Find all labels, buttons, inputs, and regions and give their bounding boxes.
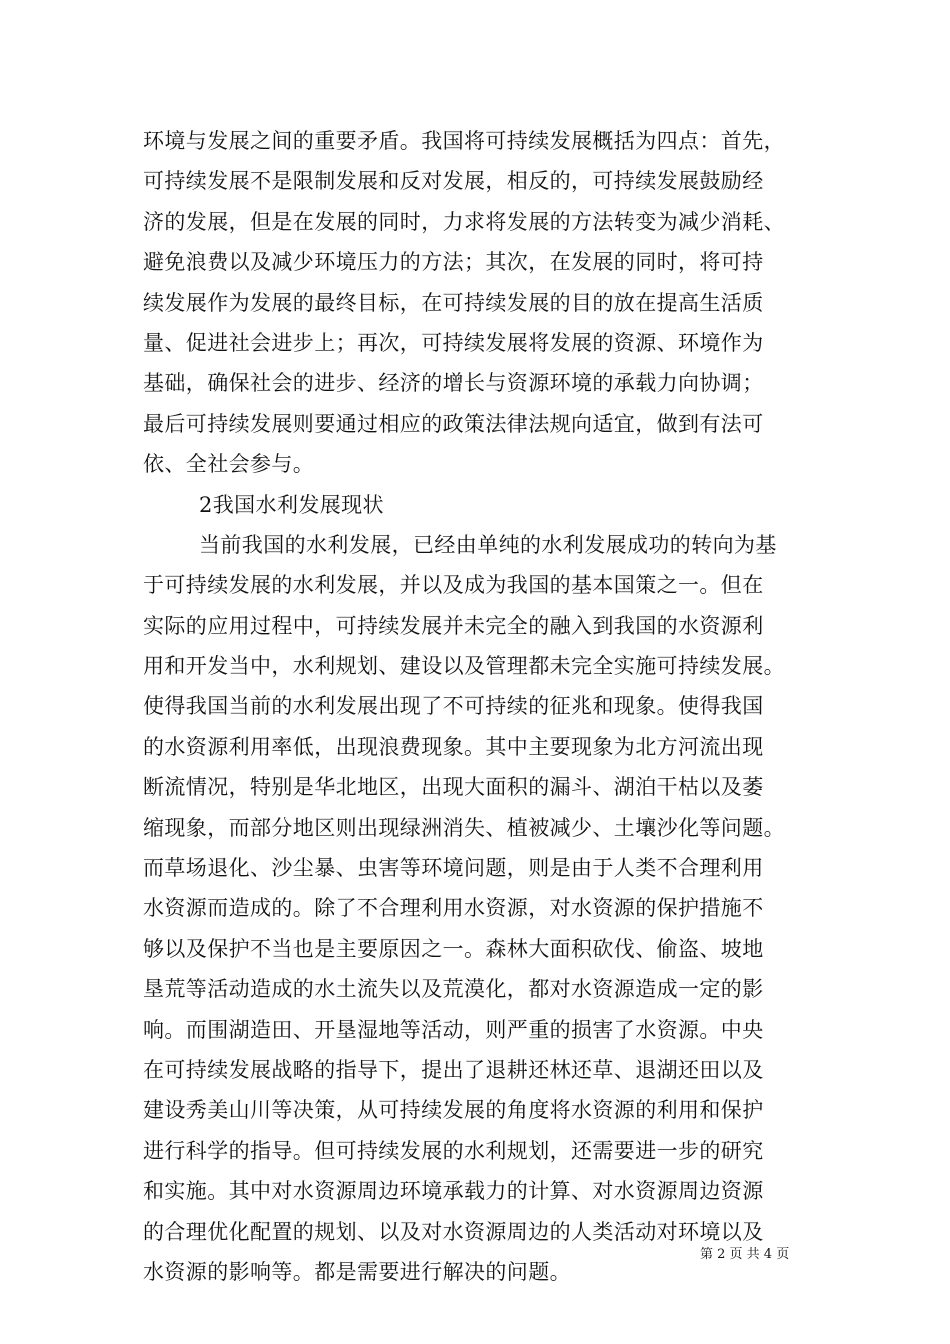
section-heading: 2我国水利发展现状	[199, 492, 384, 517]
paragraph-line: 和实施。其中对水资源周边环境承载力的计算、对水资源周边资源	[143, 1179, 764, 1204]
paragraph-line: 基础，确保社会的进步、经济的增长与资源环境的承载力向协调；	[143, 371, 764, 396]
paragraph-line: 最后可持续发展则要通过相应的政策法律法规向适宜，做到有法可	[143, 411, 764, 436]
paragraph-line: 用和开发当中，水利规划、建设以及管理都未完全实施可持续发展。	[143, 654, 785, 679]
paragraph-line: 济的发展，但是在发展的同时，力求将发展的方法转变为减少消耗、	[143, 209, 785, 234]
paragraph-line: 建设秀美山川等决策，从可持续发展的角度将水资源的利用和保护	[143, 1098, 764, 1123]
paragraph-line: 环境与发展之间的重要矛盾。我国将可持续发展概括为四点：首先，	[143, 129, 785, 153]
paragraph-line: 够以及保护不当也是主要原因之一。森林大面积砍伐、偷盗、坡地	[143, 936, 764, 961]
paragraph-2	[143, 525, 823, 1292]
paragraph-line: 进行科学的指导。但可持续发展的水利规划，还需要进一步的研究	[143, 1138, 764, 1163]
paragraph-line: 垦荒等活动造成的水土流失以及荒漠化，都对水资源造成一定的影	[143, 977, 764, 1002]
page-number-footer: 第 2 页 共 4 页	[700, 1247, 790, 1262]
paragraph-1	[143, 121, 823, 485]
paragraph-line: 的合理优化配置的规划、以及对水资源周边的人类活动对环境以及	[143, 1219, 764, 1244]
paragraph-line: 使得我国当前的水利发展出现了不可持续的征兆和现象。使得我国	[143, 694, 764, 719]
paragraph-line: 量、促进社会进步上；再次，可持续发展将发展的资源、环境作为	[143, 330, 764, 355]
paragraph-line: 水资源而造成的。除了不合理利用水资源，对水资源的保护措施不	[143, 896, 764, 921]
paragraph-line: 于可持续发展的水利发展，并以及成为我国的基本国策之一。但在	[143, 573, 764, 598]
paragraph-line: 实际的应用过程中，可持续发展并未完全的融入到我国的水资源利	[143, 613, 764, 638]
paragraph-line: 当前我国的水利发展，已经由单纯的水利发展成功的转向为基	[199, 532, 777, 557]
paragraph-line: 避免浪费以及减少环境压力的方法；其次，在发展的同时，将可持	[143, 250, 764, 275]
paragraph-line: 响。而围湖造田、开垦湿地等活动，则严重的损害了水资源。中央	[143, 1017, 764, 1042]
paragraph-line: 缩现象，而部分地区则出现绿洲消失、植被减少、土壤沙化等问题。	[143, 815, 785, 840]
paragraph-line: 的水资源利用率低，出现浪费现象。其中主要现象为北方河流出现	[143, 734, 764, 759]
paragraph-line: 而草场退化、沙尘暴、虫害等环境问题，则是由于人类不合理利用	[143, 856, 764, 881]
paragraph-line: 续发展作为发展的最终目标，在可持续发展的目的放在提高生活质	[143, 290, 764, 315]
paragraph-line: 可持续发展不是限制发展和反对发展，相反的，可持续发展鼓励经	[143, 169, 764, 194]
paragraph-line: 水资源的影响等。都是需要进行解决的问题。	[143, 1259, 571, 1284]
paragraph-line: 在可持续发展战略的指导下，提出了退耕还林还草、退湖还田以及	[143, 1057, 764, 1082]
paragraph-line: 依、全社会参与。	[143, 452, 315, 477]
paragraph-line: 断流情况，特别是华北地区，出现大面积的漏斗、湖泊干枯以及萎	[143, 775, 764, 800]
body-text	[143, 121, 823, 1292]
